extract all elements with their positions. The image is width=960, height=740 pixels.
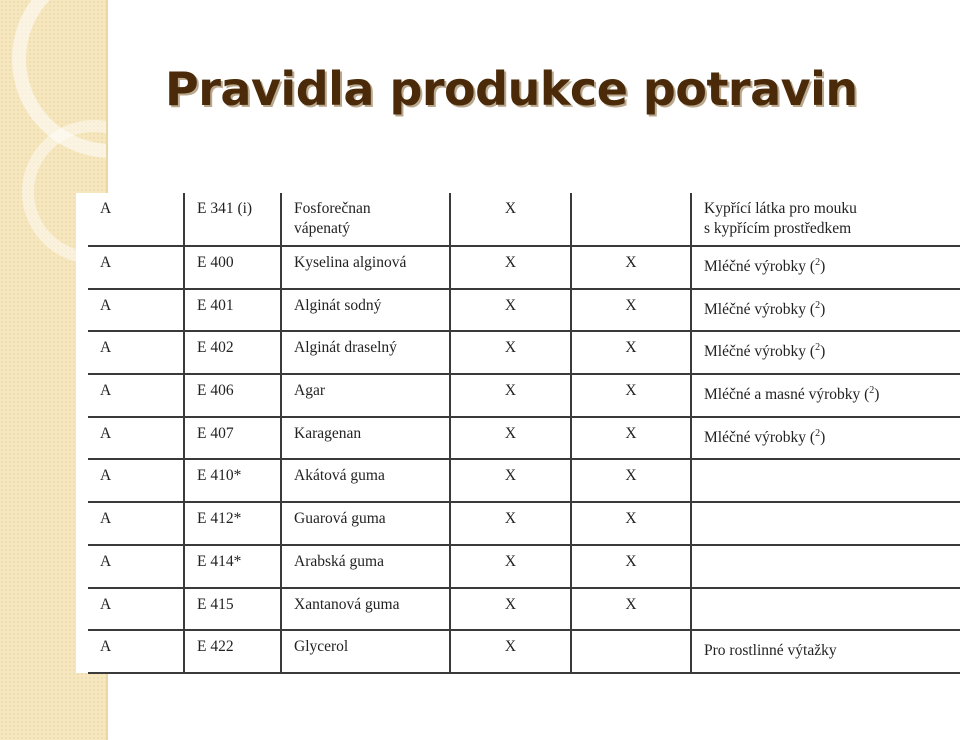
mark-cell-1: X (450, 193, 571, 246)
note-cell (691, 417, 960, 460)
note-cell (691, 545, 960, 588)
name-cell: Agar (281, 374, 450, 417)
name-cell: Akátová guma (281, 459, 450, 502)
table-row (88, 246, 960, 289)
mark-cell-1: X (450, 630, 571, 673)
name-cell: Alginát sodný (281, 289, 450, 332)
additives-table (88, 193, 960, 674)
mark-cell-2: X (571, 374, 691, 417)
table-row (88, 331, 960, 374)
code-cell: E 412* (184, 502, 281, 545)
mark-cell-1: X (450, 374, 571, 417)
name-cell (281, 193, 450, 246)
code-cell: E 410* (184, 459, 281, 502)
mark-cell-1: X (450, 417, 571, 460)
note-text: Pro rostlinné výtažky (704, 642, 837, 660)
name-cell: Xantanová guma (281, 588, 450, 631)
name-line: vápenatý (294, 220, 350, 237)
name-cell: Kyselina alginová (281, 246, 450, 289)
note-footnote-ref: 2 (815, 342, 821, 354)
note-cell (691, 588, 960, 631)
additives-table-container (76, 193, 960, 673)
code-cell: E 400 (184, 246, 281, 289)
note-text-end: ) (820, 300, 826, 318)
note-footnote-ref: 2 (815, 299, 821, 311)
note-footnote-ref: 2 (815, 257, 821, 268)
category-cell: A (88, 246, 184, 289)
code-cell: E 406 (184, 374, 281, 417)
category-cell: A (88, 193, 184, 246)
note-text: Mléčné výrobky ( (704, 343, 816, 361)
note-text: Mléčné výrobky ( (704, 300, 816, 318)
code-cell: E 422 (184, 630, 281, 673)
name-cell: Arabská guma (281, 545, 450, 588)
note-text-end: ) (820, 343, 826, 361)
category-cell: A (88, 374, 184, 417)
code-cell: E 415 (184, 588, 281, 631)
category-cell: A (88, 502, 184, 545)
code-cell: E 341 (i) (184, 193, 281, 246)
mark-cell-1: X (450, 246, 571, 289)
category-cell: A (88, 459, 184, 502)
table-row (88, 289, 960, 332)
mark-cell-2: X (571, 246, 691, 289)
table-row (88, 630, 960, 673)
table-row (88, 459, 960, 502)
note-cell (691, 246, 960, 289)
name-cell: Glycerol (281, 630, 450, 673)
note-cell (691, 374, 960, 417)
category-cell: A (88, 630, 184, 673)
name-cell: Guarová guma (281, 502, 450, 545)
mark-cell-2: X (571, 417, 691, 460)
mark-cell-2 (571, 630, 691, 673)
note-text-end: ) (820, 258, 826, 276)
category-cell: A (88, 545, 184, 588)
mark-cell-2: X (571, 459, 691, 502)
note-cell (691, 331, 960, 374)
code-cell: E 407 (184, 417, 281, 460)
mark-cell-1: X (450, 502, 571, 545)
mark-cell-2 (571, 193, 691, 246)
note-footnote-ref: 2 (869, 385, 875, 397)
note-cell (691, 502, 960, 545)
mark-cell-2: X (571, 502, 691, 545)
mark-cell-2: X (571, 545, 691, 588)
table-row (88, 417, 960, 460)
category-cell: A (88, 331, 184, 374)
note-cell (691, 193, 960, 246)
slide-title: Pravidla produkce potravin (165, 62, 858, 116)
mark-cell-1: X (450, 331, 571, 374)
table-row (88, 193, 960, 246)
name-line: Fosforečnan (294, 200, 371, 217)
note-footnote-ref: 2 (815, 427, 821, 439)
mark-cell-2: X (571, 588, 691, 631)
note-cell (691, 459, 960, 502)
note-text-end: ) (820, 428, 826, 446)
category-cell: A (88, 417, 184, 460)
note-line: s kypřícím prostředkem (704, 220, 852, 237)
mark-cell-2: X (571, 289, 691, 332)
note-text: Mléčné a masné výrobky ( (704, 386, 870, 404)
mark-cell-1: X (450, 588, 571, 631)
note-text: Mléčné výrobky ( (704, 428, 816, 446)
table-row (88, 502, 960, 545)
table-row (88, 374, 960, 417)
table-row (88, 545, 960, 588)
note-text-end: ) (874, 386, 880, 404)
note-cell (691, 289, 960, 332)
code-cell: E 414* (184, 545, 281, 588)
mark-cell-1: X (450, 545, 571, 588)
mark-cell-1: X (450, 459, 571, 502)
name-cell: Alginát draselný (281, 331, 450, 374)
note-cell (691, 630, 960, 673)
code-cell: E 401 (184, 289, 281, 332)
category-cell: A (88, 588, 184, 631)
mark-cell-2: X (571, 331, 691, 374)
note-line: Kypřící látka pro mouku (704, 200, 857, 217)
note-text: Mléčné výrobky ( (704, 258, 816, 276)
category-cell: A (88, 289, 184, 332)
mark-cell-1: X (450, 289, 571, 332)
table-row (88, 588, 960, 631)
name-cell: Karagenan (281, 417, 450, 460)
code-cell: E 402 (184, 331, 281, 374)
